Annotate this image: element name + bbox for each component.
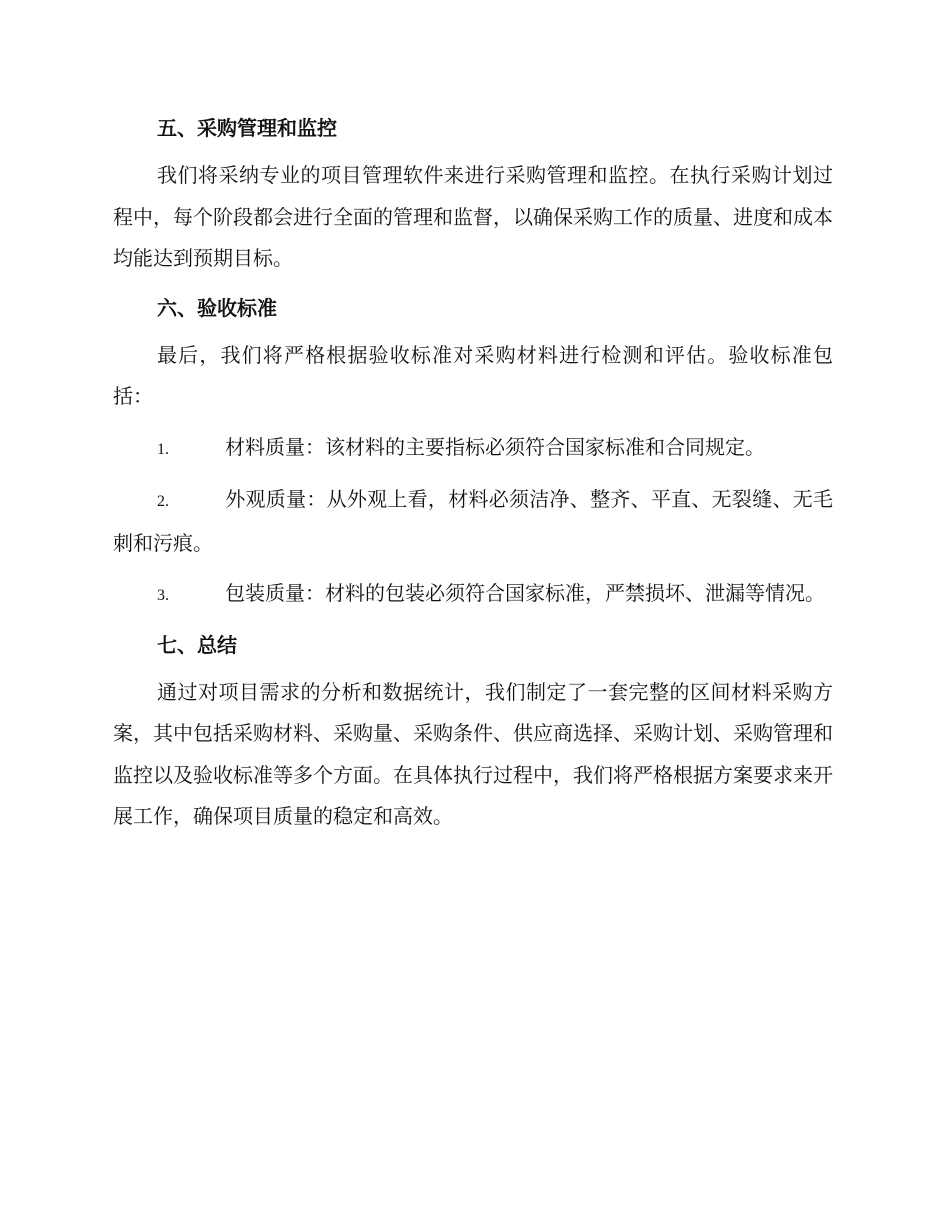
list-item-appearance-quality	[113, 479, 833, 564]
paragraph-procurement-management: 我们将采纳专业的项目管理软件来进行采购管理和监控。在执行采购计划过程中，每个阶段都会进行全面的管理和监督，以确保采购工作的质量、进度和成本均能达到预期目标。	[113, 163, 833, 270]
list-item-packaging-quality	[113, 573, 833, 617]
list-item-text: 材料质量：该材料的主要指标必须符合国家标准和合同规定。	[225, 434, 765, 459]
paragraph-acceptance-intro: 最后，我们将严格根据验收标准对采购材料进行检测和评估。验收标准包括：	[113, 342, 833, 408]
list-number: 1.	[157, 440, 169, 458]
section-heading-acceptance-standards: 六、验收标准	[157, 295, 277, 320]
section-heading-summary: 七、总结	[157, 632, 237, 657]
list-number: 3.	[157, 587, 169, 604]
list-item-text: 包装质量：材料的包装必须符合国家标准，严禁损坏、泄漏等情况。	[225, 581, 825, 605]
list-item-material-quality	[113, 427, 833, 471]
section-heading-procurement-management: 五、采购管理和监控	[157, 116, 337, 140]
list-item-text: 外观质量：从外观上看，材料必须洁净、整齐、平直、无裂缝、无毛刺和污痕。	[113, 487, 833, 555]
paragraph-summary: 通过对项目需求的分析和数据统计，我们制定了一套完整的区间材料采购方案，其中包括采购材料、采购量、采购条件、供应商选择、采购计划、采购管理和监控以及验收标准等多个方面。在具体执行过程中，我们将严格根据方案要求来开展工作，确保项目质量的稳定和高效。	[113, 679, 833, 828]
document-page	[113, 109, 833, 847]
list-number: 2.	[157, 493, 169, 510]
